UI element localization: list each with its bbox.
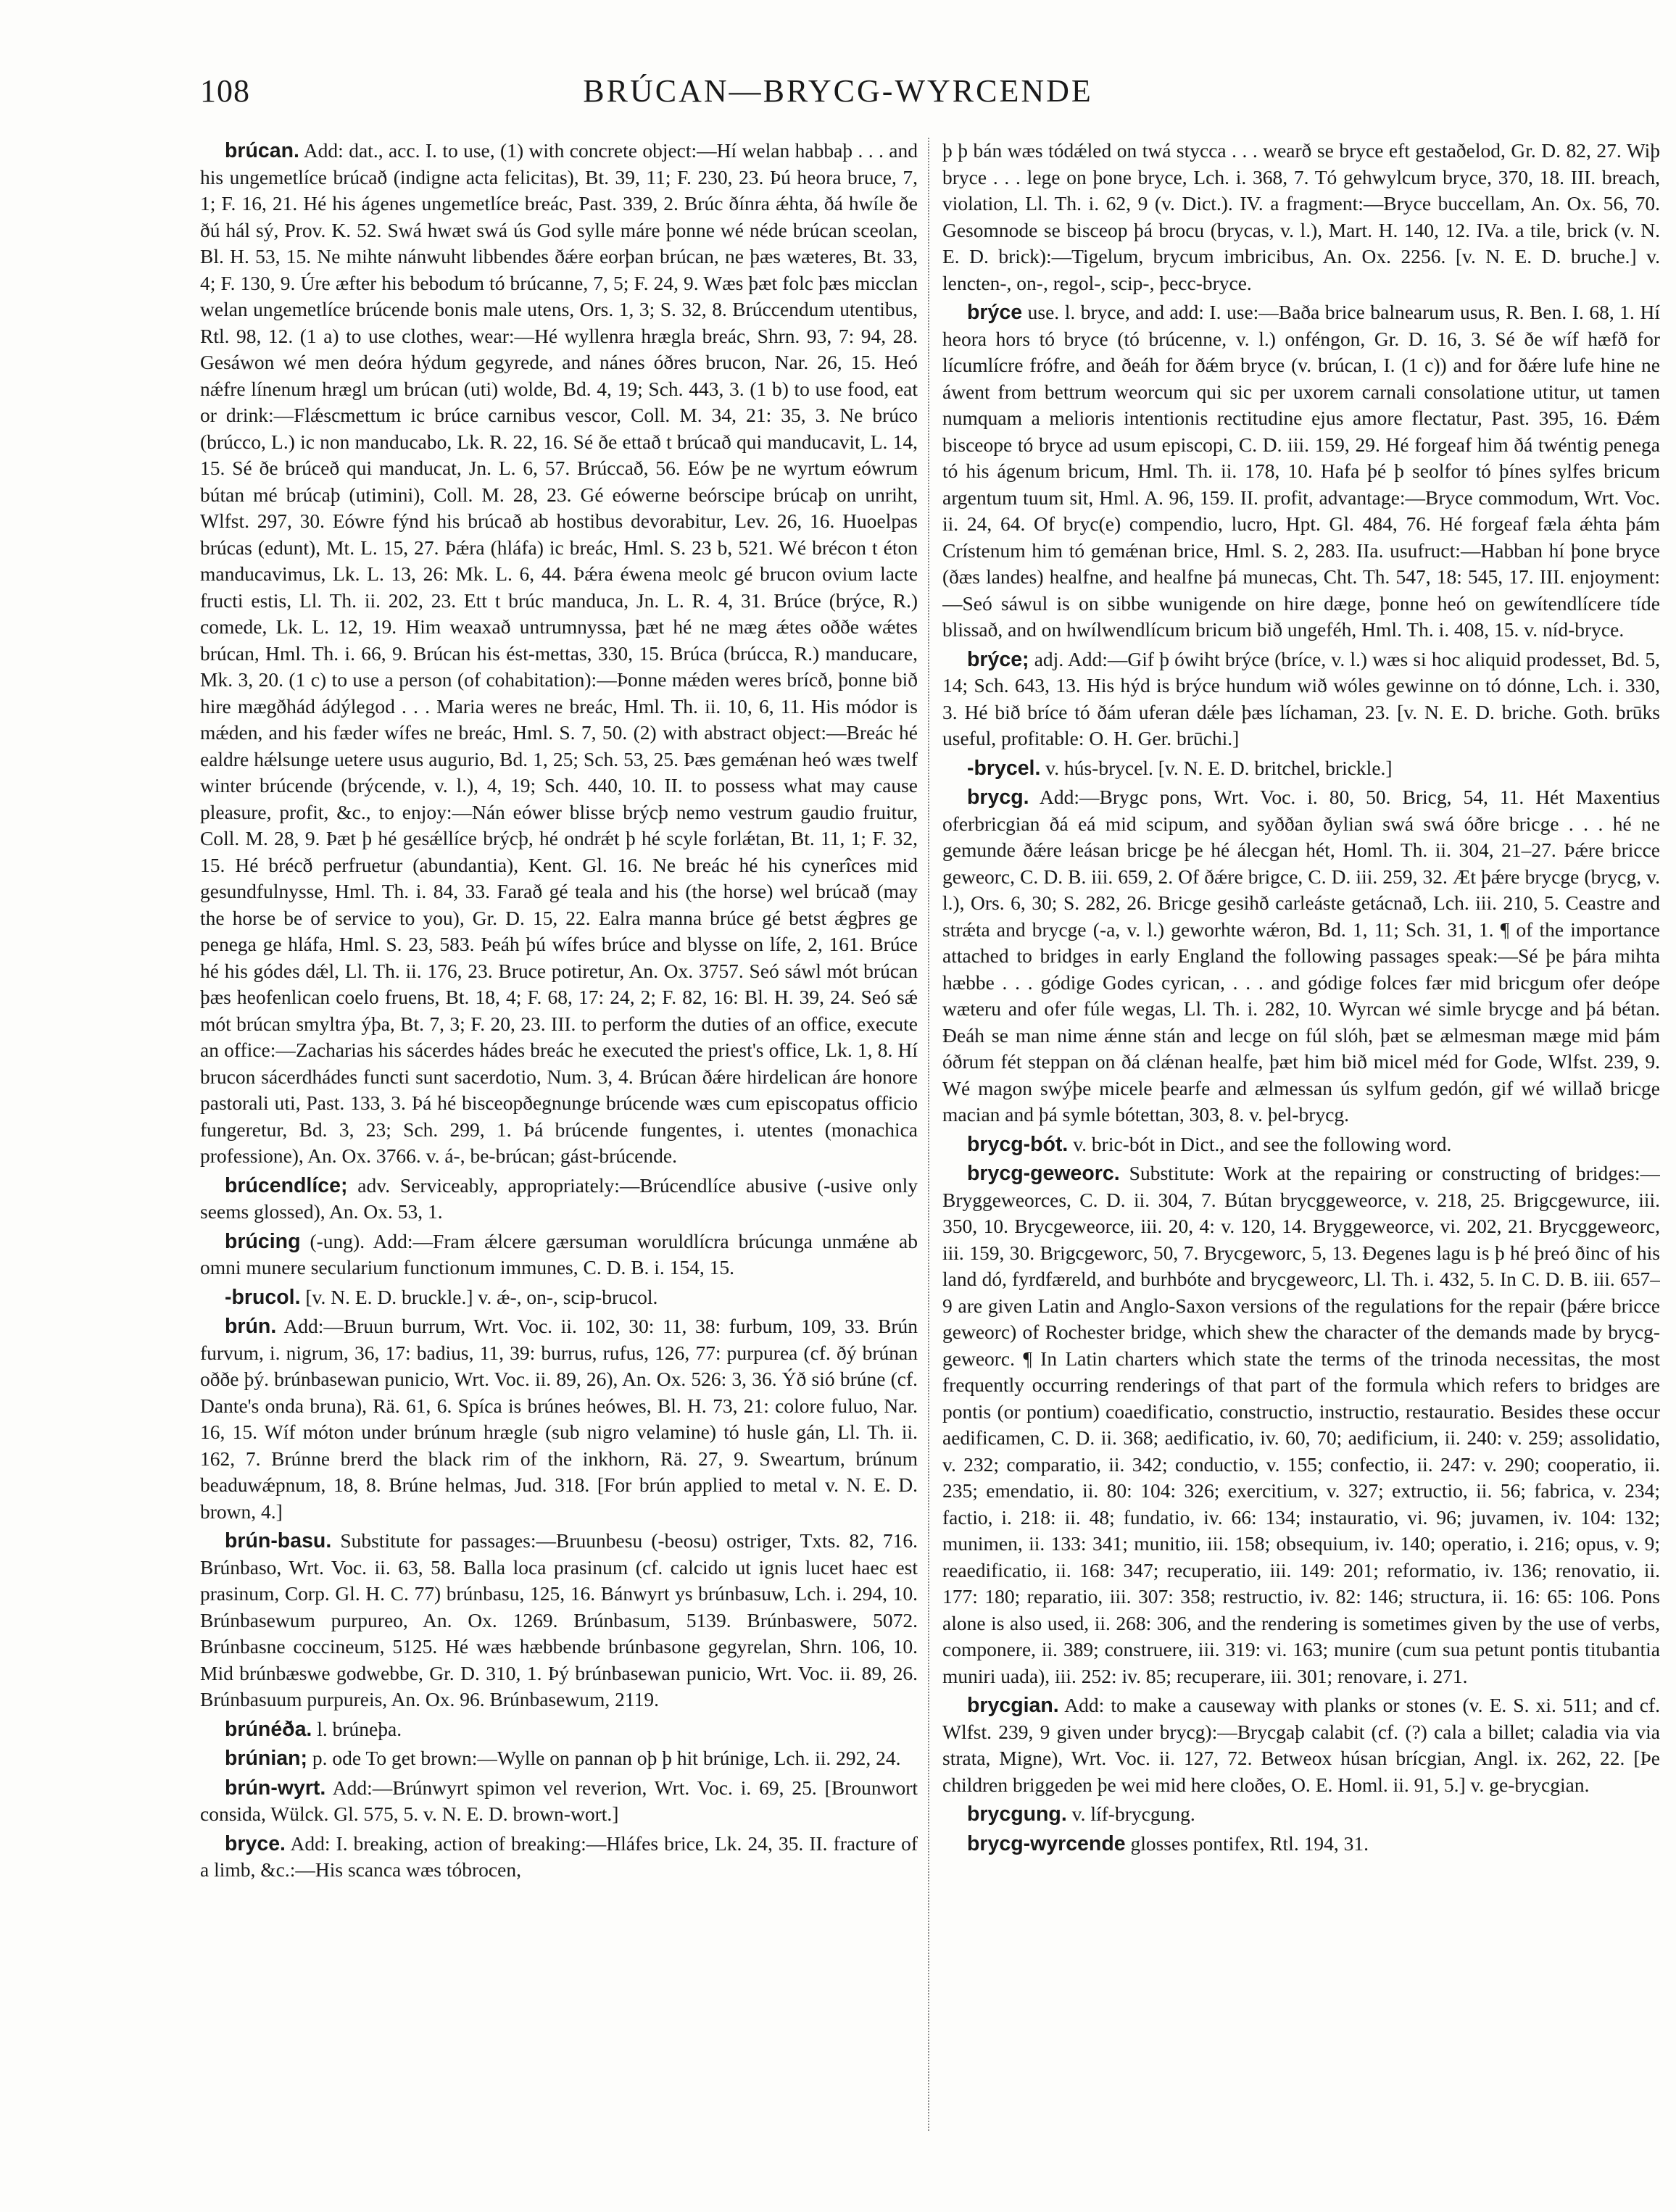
entry-brunian (200, 1745, 918, 1772)
entry-text: use. l. bryce, and add: I. use:—Baða brice balnearum usus, R. Ben. I. 68, 1. Hí heora hors tó bryce (tó brúcenne, v. l.) onféngon, Gr. D. 16, 3. Sé ðe wíf hæfð for lícumlícre frófre, and ðeáh for ðǽm bryce (v. brúcan, I. (1 c)) and for ðǽre lufe hine ne áwent from bettrum weorcum qui sic per uxorem carnali consolatione utitur, ut tamen numquam a melioris intentionis rectitudine ejus amore flectatur, Past. 395, 16. Ðǽm bisceope tó bryce ad usum episcopi, C. D. iii. 159, 29. Hé forgeaf him ðá twéntig penega tó his ágenum bricum, Hml. Th. ii. 178, 10. Hafa þé þ seolfor tó þínes sylfes bricum argentum tuum sit, Hml. A. 96, 159. II. profit, advantage:—Bryce commodum, Wrt. Voc. ii. 24, 64. Of bryc(e) compendio, lucro, Hpt. Gl. 484, 76. Hé forgeaf fæla ǽhta þám Crístenum him tó gemǽnan brice, Hml. S. 2, 283. IIa. usufruct:—Habban hí þone bryce (ðæs landes) healfne, and healfne þá munecas, Cht. Th. 547, 18: 545, 17. III. enjoyment:—Seó sáwul is on sibbe wunigende on hire dæge, þonne heó on gewítendlícere tíde blissað, and on hwílwendlícum bricum bið ungeféh, Hml. Th. i. 408, 15. v. níd-bryce. (942, 301, 1660, 641)
entry-text: Substitute: Work at the repairing or constructing of bridges:—Bryggeweorces, C. D. ii. 304, 7. Bútan brycggeweorce, v. 218, 25. Brigcgewurce, iii. 350, 10. Brycgeweorce, iii. 20, 4: v. 120, 14. Bryggeweorce, vi. 202, 21. Brycggeweorc, iii. 159, 30. Brigcgeworc, 50, 7. Brycgeworc, 5, 13. Ðegenes lagu is þ hé þreó ðinc of his land dó, fyrdfæreld, and burhbóte and brycgeweorc, Ll. Th. i. 432, 5. In C. D. B. iii. 657–9 are given Latin and Anglo-Saxon versions of the regulations for the repair (þǽre bricce geweorc) of Rochester bridge, which shew the character of the demands made by brycg-geweorc. ¶ In Latin charters which state the terms of the trinoda necessitas, the most frequently occurring renderings of that part of the formula which refers to bridges are pontis (or pontium) coaedificatio, constructio, instructio, restauratio. Besides these occur aedificamen, C. D. ii. 368; aedificatio, iv. 60, 70; aedificium, ii. 240: v. 259; assolidatio, v. 232; comparatio, ii. 342; conductio, v. 155; confectio, ii. 247: v. 290; cooperatio, ii. 235; emendatio, ii. 80: 104: 326; exercitium, v. 327; extructio, ii. 56; fabrica, v. 234; factio, i. 218: ii. 48; fundatio, iv. 66: 134; instauratio, vi. 96; juvamen, iv. 104: 132; munimen, ii. 133: 341; munitio, iii. 158; obsequium, iv. 140; operatio, i. 216; opus, v. 9; reaedificatio, ii. 168: 347; recuperatio, iii. 149: 201; reformatio, iv. 136; renovatio, ii. 177: 180; reparatio, iii. 307: 358; restructio, iv. 82: 146; structura, ii. 16: 65: 106. Pons alone is also used, ii. 268: 306, and the rendering is sometimes given by the use of verbs, componere, ii. 389; construere, iii. 319: vi. 163; munire (cum sua petunt pontis titubantia muniri uada), iii. 252: iv. 85; recuperare, iii. 301; renovare, i. 271. (942, 1162, 1660, 1687)
headword: brún-basu. (225, 1529, 332, 1552)
headword: brún. (225, 1315, 277, 1338)
entry-text: Add: dat., acc. I. to use, (1) with concrete object:—Hí welan habbaþ . . . and his ungemetlíce brúcað (indigne acta felicitas), Bt. 39, 11; F. 230, 23. Þú heora bruce, 7, 1; F. 16, 21. Hé his ágenes ungemetlíce breác, Past. 339, 2. Brúc ðínra ǽhta, ðá hwíle ðe ðú hál sý, Prov. K. 52. Swá hwæt swá ús God sylle máre þonne wé néde brúcan sceolan, Bl. H. 53, 15. Ne mihte nánwuht libbendes ðǽre eorþan brúcan, ne þæs wæteres, Bt. 33, 4; F. 130, 9. Úre æfter his bebodum tó brúcanne, 7, 5; F. 24, 9. Wæs þæt folc þæs micclan welan ungemetlíce brúcende bonis male utens, Ors. 1, 3; S. 32, 8. Brúccendum utentibus, Rtl. 98, 12. (1 a) to use clothes, wear:—Hé wyllenra hrægla breác, Shrn. 93, 7: 94, 28. Gesáwon wé men deóra hýdum gegyrede, and nánes óðres brucon, Nar. 26, 15. Heó nǽfre línenum hrægl um brúcan (uti) wolde, Bd. 4, 19; Sch. 443, 3. (1 b) to use food, eat or drink:—Flǽscmettum ic brúce carnibus vescor, Coll. M. 34, 21: 35, 3. Ne brúco (brúcco, L.) ic non manducabo, Lk. R. 22, 16. Sé ðe ettað t brúcað qui manducavit, L. 14, 15. Sé ðe brúceð qui manducat, Jn. L. 6, 57. Brúccað, 56. Eów þe ne wyrtum eówrum bútan mé brúcaþ (utimini), Coll. M. 28, 23. Gé eówerne beórscipe brúcaþ on unriht, Wlfst. 297, 30. Eówre fýnd his brúcað ab hostibus devorabitur, Lev. 26, 16. Huoelpas brúcas (edunt), Mt. L. 15, 27. Þǽra (hláfa) ic breác, Hml. S. 23 b, 521. Wé brécon t éton manducavimus, Lk. L. 13, 26: Mk. L. 6, 44. Þǽra éwena meolc gé brucon ovium lacte fructi estis, Ll. Th. ii. 202, 23. Ett t brúc manduca, Jn. L. R. 4, 31. Brúce (brýce, R.) comede, Lk. L. 12, 19. Him weaxað untrumnyssa, þæt hé ne mæg ǽtes oððe wǽtes brúcan, Hml. Th. i. 66, 9. Brúcan his ést-mettas, 330, 15. Brúca (brúcca, R.) manducare, Mk. 3, 20. (1 c) to use a person (of cohabitation):—Þonne mǽden weres brícð, þonne bið hire mægðhád ádýlegod . . . Maria weres ne breác, Hml. Th. ii. 10, 6, 11. His módor is mǽden, and his fæder wífes ne breác, Hml. S. 7, 50. (2) with abstract object:—Breác hé ealdre hǽlsunge uetere usus augurio, Bd. 1, 25; Sch. 53, 25. Þæs gemǽnan heó wæs twelf winter brúcende (brýcende, v. l.), 4, 19; Sch. 440, 10. II. to possess what may cause pleasure, profit, &c., to enjoy:—Nán eówer blisse brýcþ nemo vestrum gaudio fruitur, Coll. M. 28, 9. Þæt þ hé gesǽllíce brýcþ, hé ondrǽt þ hé scyle forlǽtan, Bt. 11, 1; F. 32, 15. Hé brécð perfruetur (abundantia), Kent. Gl. 16. Ne breác hé his cynerîces mid gesundfulnysse, Hml. Th. i. 84, 33. Farað gé teala and his (the horse) wel brúcað (may the horse be of service to you), Gr. D. 15, 22. Ealra manna brúce gé betst ǽgþres ge penega ge hláfa, Hml. S. 23, 583. Þeáh þú wífes brúce and blysse on lífe, 2, 161. Brúce hé his gódes dǽl, Ll. Th. ii. 176, 23. Bruce potiretur, An. Ox. 3757. Seó sáwl mót brúcan þæs heofenlican coelo fruens, Bt. 18, 4; F. 68, 17: 24, 2; F. 82, 16: Bl. H. 39, 24. Seó sǽ mót brúcan smyltra ýþa, Bt. 7, 3; F. 20, 23. III. to perform the duties of an office, execute an office:—Zacharias his sácerdes hádes breác he executed the priest's office, Lk. 1, 8. Hí brucon sácerdhádes functi sunt sacerdotio, Num. 3, 4. Brúcan ðǽre hirdelican áre honore pastorali uti, Past. 133, 3. Þá hé bisceopðegnunge brúcende wæs cum episcopatus officio fungeretur, Bd. 3, 23; Sch. 299, 1. Þá brúcende fungentes, i. utentes (monachica professione), An. Ox. 3766. v. á-, be-brúcan; gást-brúcende. (200, 139, 918, 1167)
headword: brúcing (225, 1229, 301, 1253)
entry-bryce-continued (942, 138, 1660, 296)
headword: brycg-wyrcende (967, 1831, 1126, 1855)
headword: bryce. (225, 1831, 286, 1855)
entry-text: þ þ bán wæs tódǽled on twá stycca . . . wearð se bryce eft gestaðelod, Gr. D. 82, 27. Wiþ bryce . . . lege on þone bryce, Lch. i. 368, 7. Tó gehwylcum bryce, 370, 18. III. breach, violation, Ll. Th. i. 62, 9 (v. Dict.). IV. a fragment:—Bryce buccellam, An. Ox. 56, 70. Gesomnode se bisceop þá brocu (brycas, v. l.), Mart. H. 140, 12. IVa. a tile, brick (v. N. E. D. brick):—Tigelum, brycum imbricibus, An. Ox. 2256. [v. N. E. D. bruche.] v. lencten-, on-, regol-, scip-, þecc-bryce. (942, 139, 1660, 294)
headword: brýce (967, 301, 1023, 324)
page-number: 108 (200, 73, 250, 109)
entry-text: adj. Add:—Gif þ ówiht brýce (bríce, v. l.) wæs si hoc aliquid prodesset, Bd. 5, 14; Sch. 643, 13. His hýd is brýce hundum wið wóles gewinne on tó dónne, Lch. i. 330, 3. Hé bið bríce tó ðám uferan dǽle þæs líchaman, 23. [v. N. E. D. briche. Goth. brūks useful, profitable: O. H. Ger. brūchi.] (942, 647, 1660, 749)
entry-text: v. líf-brycgung. (1066, 1803, 1195, 1825)
entry-brycg-wyrcende (942, 1831, 1660, 1858)
right-column (942, 138, 1660, 2167)
entry-text: l. brúneþa. (312, 1717, 402, 1740)
headword: brycg-bót. (967, 1132, 1069, 1156)
entry-bryce-adj (942, 646, 1660, 752)
entry-brun (200, 1313, 918, 1525)
entry-brucan (200, 138, 918, 1170)
entry-brun-basu (200, 1528, 918, 1713)
page-header (0, 72, 1676, 116)
entry-text: Add:—Brygc pons, Wrt. Voc. i. 80, 50. Bricg, 54, 11. Hét Maxentius oferbricgian ðá eá mid scipum, and syððan ðylian swá swá óðre bricge . . . hé ne gemunde ðǽre leásan bricge þe hé álecgan hét, Homl. Th. ii. 304, 21–27. Þǽre bricce geweorc, C. D. B. iii. 659, 2. Of ðǽre brigce, C. D. iii. 259, 32. Æt þǽre brycge (brycg, v. l.), Ors. 6, 30; S. 282, 26. Bricge gesihð carleáste getácnað, Lch. iii. 210, 5. Ceastre and strǽta and brycge (-a, v. l.) geworhte wǽron, Bd. 1, 11; Sch. 31, 1. ¶ of the importance attached to bridges in early England the following passages speak:—Sé þe þára mihta hæbbe . . . gódige Godes cyrican, . . . and gódige folces fær mid bricgum ofer deópe wæteru and ofer fúle wegas, Ll. Th. i. 282, 10. Wyrcan wé simle brycge and þá bétan. Ðeáh se man nime ǽnne stán and lecge on fúl slóh, þæt se ælmesman mæge mid þám óðrum fét steppan on ðá clǽnan healfe, þæt him bið micel méd for Gode, Wlfst. 239, 9. Wé magon swýþe micele þearfe and ælmessan ús sylfum gedón, gif wé willað bricge macian and þá symle bótettan, 303, 8. v. þel-brycg. (942, 786, 1660, 1126)
entry-bryce (200, 1831, 918, 1884)
entry-text: Add: to make a causeway with planks or stones (v. E. S. xi. 511; and cf. Wlfst. 239, 9 given under brycg):—Brycgaþ calabit (cf. (?) cala a billet; caladia via via strata, Migne), Wrt. Voc. ii. 127, 72. Betweox húsan brícgian, Angl. ix. 262, 22. [Þe children briggeden þe wei mid here cloðes, O. E. Homl. ii. 91, 5.] v. ge-brycgian. (942, 1694, 1660, 1796)
headword: -brucol. (225, 1285, 301, 1309)
entry-text: Add: I. breaking, action of breaking:—Hláfes brice, Lk. 24, 35. II. fracture of a limb, &c.:—His scanca wæs tóbrocen, (200, 1831, 918, 1881)
entry-brycgung (942, 1801, 1660, 1828)
headword: brycg-geweorc. (967, 1162, 1120, 1185)
entry-brycgian (942, 1692, 1660, 1798)
entry-text: (-ung). Add:—Fram ǽlcere gærsuman woruldlícra brúcunga unmǽne ab omni munere secularium functionum immunes, C. D. B. i. 154, 15. (200, 1229, 918, 1278)
entry-brucing (200, 1228, 918, 1281)
entry-text: Add:—Bruun burrum, Wrt. Voc. ii. 102, 30: 11, 38: furbum, 109, 33. Brún furvum, i. nigrum, 36, 17: badius, 11, 39: burrus, rufus, 126, 77: purpurea (cf. ðý brúnan oððe þý. brúnbasewan punicio, Wrt. Voc. ii. 89, 26), An. Ox. 526: 3, 36. Ýð sió brúne (cf. Dante's onda bruna), Rä. 61, 6. Spíca is brúnes heówes, Bl. H. 73, 21: colore fuluo, Nar. 16, 15. Wíf móton under brúnum hrægle (sub nigro velamine) tó husle gán, Ll. Th. ii. 162, 7. Brúnne brerd the black rim of the inkhorn, Rä. 27, 9. Sweartum, brúnum beaduwǽpnum, 18, 8. Brúne helmas, Jud. 318. [For brún applied to metal v. N. E. D. brown, 4.] (200, 1315, 918, 1523)
entry-text: v. hús-brycel. [v. N. E. D. britchel, brickle.] (1040, 756, 1393, 779)
headword: brýce; (967, 647, 1029, 671)
entry-text: Substitute for passages:—Bruunbesu (-beosu) ostriger, Txts. 82, 716. Brúnbaso, Wrt. Voc. ii. 63, 58. Balla loca prasinum (cf. calcido ut ignis lucet haec est prasinum, Corp. Gl. H. C. 77) brúnbasu, 125, 16. Bánwyrt ys brúnbasuw, Lch. i. 294, 10. Brúnbasewum purpureo, An. Ox. 1269. Brúnbasum, 5139. Brúnbaswere, 5072. Brúnbasne coccineum, 5125. Hé wæs hæbbende brúnbasone gegyrelan, Shrn. 106, 10. Mid brúnbæswe godwebbe, Gr. D. 310, 1. Þý brúnbasewan punicio, Wrt. Voc. ii. 89, 26. Brúnbasuum purpureis, An. Ox. 96. Brúnbasewum, 2119. (200, 1529, 918, 1710)
entry-text: glosses pontifex, Rtl. 194, 31. (1125, 1831, 1369, 1855)
running-head: BRÚCAN—BRYCG-WYRCENDE (583, 73, 1093, 109)
headword: brún-wyrt. (225, 1776, 326, 1800)
entry-text: adv. Serviceably, appropriately:—Brúcendlíce abusive (-usive only seems glossed), An. Ox. 53, 1. (200, 1173, 918, 1223)
entry-brucendlice (200, 1173, 918, 1226)
column-divider (928, 138, 929, 2131)
entry-brucol (200, 1284, 918, 1311)
headword: brúnian; (225, 1747, 307, 1770)
entry-text: p. ode To get brown:—Wylle on pannan oþ þ hit brúnige, Lch. ii. 292, 24. (307, 1747, 901, 1769)
headword: brúcendlíce; (225, 1173, 348, 1197)
headword: brycgung. (967, 1803, 1067, 1826)
headword: brúnéða. (225, 1717, 312, 1741)
headword: brycg. (967, 786, 1029, 809)
entry-text: Add:—Brúnwyrt spimon vel reverion, Wrt. Voc. i. 69, 25. [Brounwort consida, Wülck. Gl. 575, 5. v. N. E. D. brown-wort.] (200, 1776, 918, 1825)
left-column (200, 138, 918, 2167)
entry-bruneda (200, 1716, 918, 1743)
entry-brycel (942, 755, 1660, 782)
headword: brúcan. (225, 139, 299, 162)
entry-brycg (942, 784, 1660, 1128)
entry-text: [v. N. E. D. bruckle.] v. ǽ-, on-, scip-brucol. (300, 1285, 658, 1308)
entry-bryce-use (942, 299, 1660, 644)
entry-brycg-bot (942, 1131, 1660, 1158)
entry-brun-wyrt (200, 1775, 918, 1828)
entry-text: v. bric-bót in Dict., and see the following word. (1068, 1132, 1452, 1155)
headword: -brycel. (967, 756, 1041, 780)
headword: brycgian. (967, 1694, 1059, 1717)
entry-brycg-geweorc (942, 1160, 1660, 1689)
